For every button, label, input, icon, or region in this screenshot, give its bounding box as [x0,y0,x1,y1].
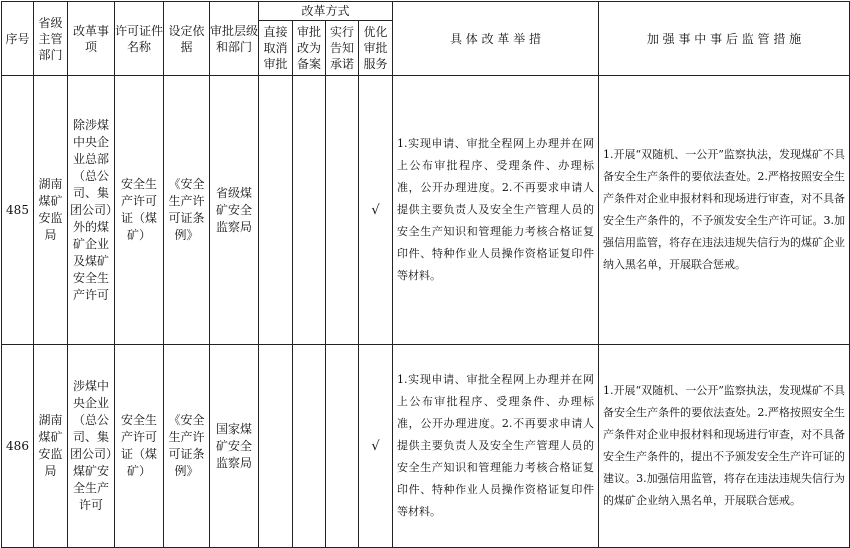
cell-item: 涉煤中央企业（总公司、集团公司）煤矿安全生产许可 [68,345,115,548]
check-mark: √ [359,76,393,345]
header-mode-promise: 实行告知承诺 [326,21,359,76]
cell-mode-cancel [259,76,293,345]
cell-basis: 《安全生产许可证条例》 [164,345,210,548]
check-mark: √ [359,345,393,548]
table-row [2,345,850,548]
cell-mode-promise [326,345,359,548]
cell-mode-record [293,345,326,548]
header-mode-optimize: 优化审批服务 [359,21,393,76]
cell-basis: 《安全生产许可证条例》 [164,76,210,345]
header-dept: 省级主管部门 [34,2,68,76]
header-level: 审批层级和部门 [210,2,259,76]
header-mode-cancel: 直接取消审批 [259,21,293,76]
cell-dept: 湖南煤矿安监局 [34,345,68,548]
cell-seq: 486 [2,345,34,548]
header-seq: 序号 [2,2,34,76]
cell-license: 安全生产许可证（煤矿） [115,76,164,345]
reform-table [1,1,850,548]
cell-license: 安全生产许可证（煤矿） [115,345,164,548]
cell-measures: 1.实现申请、审批全程网上办理并在网上公布审批程序、受理条件、办理标准，公开办理进度。2.不再要求申请人提供主要负责人及安全生产管理人员的安全生产知识和管理能力考核合格证复印件、特种作业人员操作资格证复印件等材料。 [393,76,599,345]
cell-mode-promise [326,76,359,345]
cell-seq: 485 [2,76,34,345]
header-item: 改革事项 [68,2,115,76]
cell-mode-cancel [259,345,293,548]
header-measures: 具 体 改 革 举 措 [393,2,599,76]
header-mode-record: 审批改为备案 [293,21,326,76]
header-license: 许可证件名称 [115,2,164,76]
header-basis: 设定依据 [164,2,210,76]
table-row [2,76,850,345]
cell-mode-record [293,76,326,345]
cell-supervision: 1.开展“双随机、一公开”监察执法，发现煤矿不具备安全生产条件的要依法查处。2.严格按照安全生产条件对企业申报材料和现场进行审查，对不具备安全生产条件的，提出不予颁发安全生产许可证的建议。3.加强信用监管，将存在违法违规失信行为的煤矿企业纳入黑名单，开展联合惩戒。 [599,345,850,548]
cell-supervision: 1.开展“双随机、一公开”监察执法，发现煤矿不具备安全生产条件的要依法查处。2.严格按照安全生产条件对企业申报材料和现场进行审查，对不具备安全生产条件的，不予颁发安全生产许可证。3.加强信用监管，将存在违法违规失信行为的煤矿企业纳入黑名单，开展联合惩戒。 [599,76,850,345]
cell-level: 国家煤矿安全监察局 [210,345,259,548]
cell-item: 除涉煤中央企业总部（总公司、集团公司）外的煤矿企业及煤矿安全生产许可 [68,76,115,345]
header-reform-mode: 改革方式 [259,2,393,21]
cell-measures: 1.实现申请、审批全程网上办理并在网上公布审批程序、受理条件、办理标准，公开办理进度。2.不再要求申请人提供主要负责人及安全生产管理人员的安全生产知识和管理能力考核合格证复印件、特种作业人员操作资格证复印件等材料。 [393,345,599,548]
cell-level: 省级煤矿安全监察局 [210,76,259,345]
cell-dept: 湖南煤矿安监局 [34,76,68,345]
header-supervision: 加 强 事 中 事 后 监 管 措 施 [599,2,850,76]
